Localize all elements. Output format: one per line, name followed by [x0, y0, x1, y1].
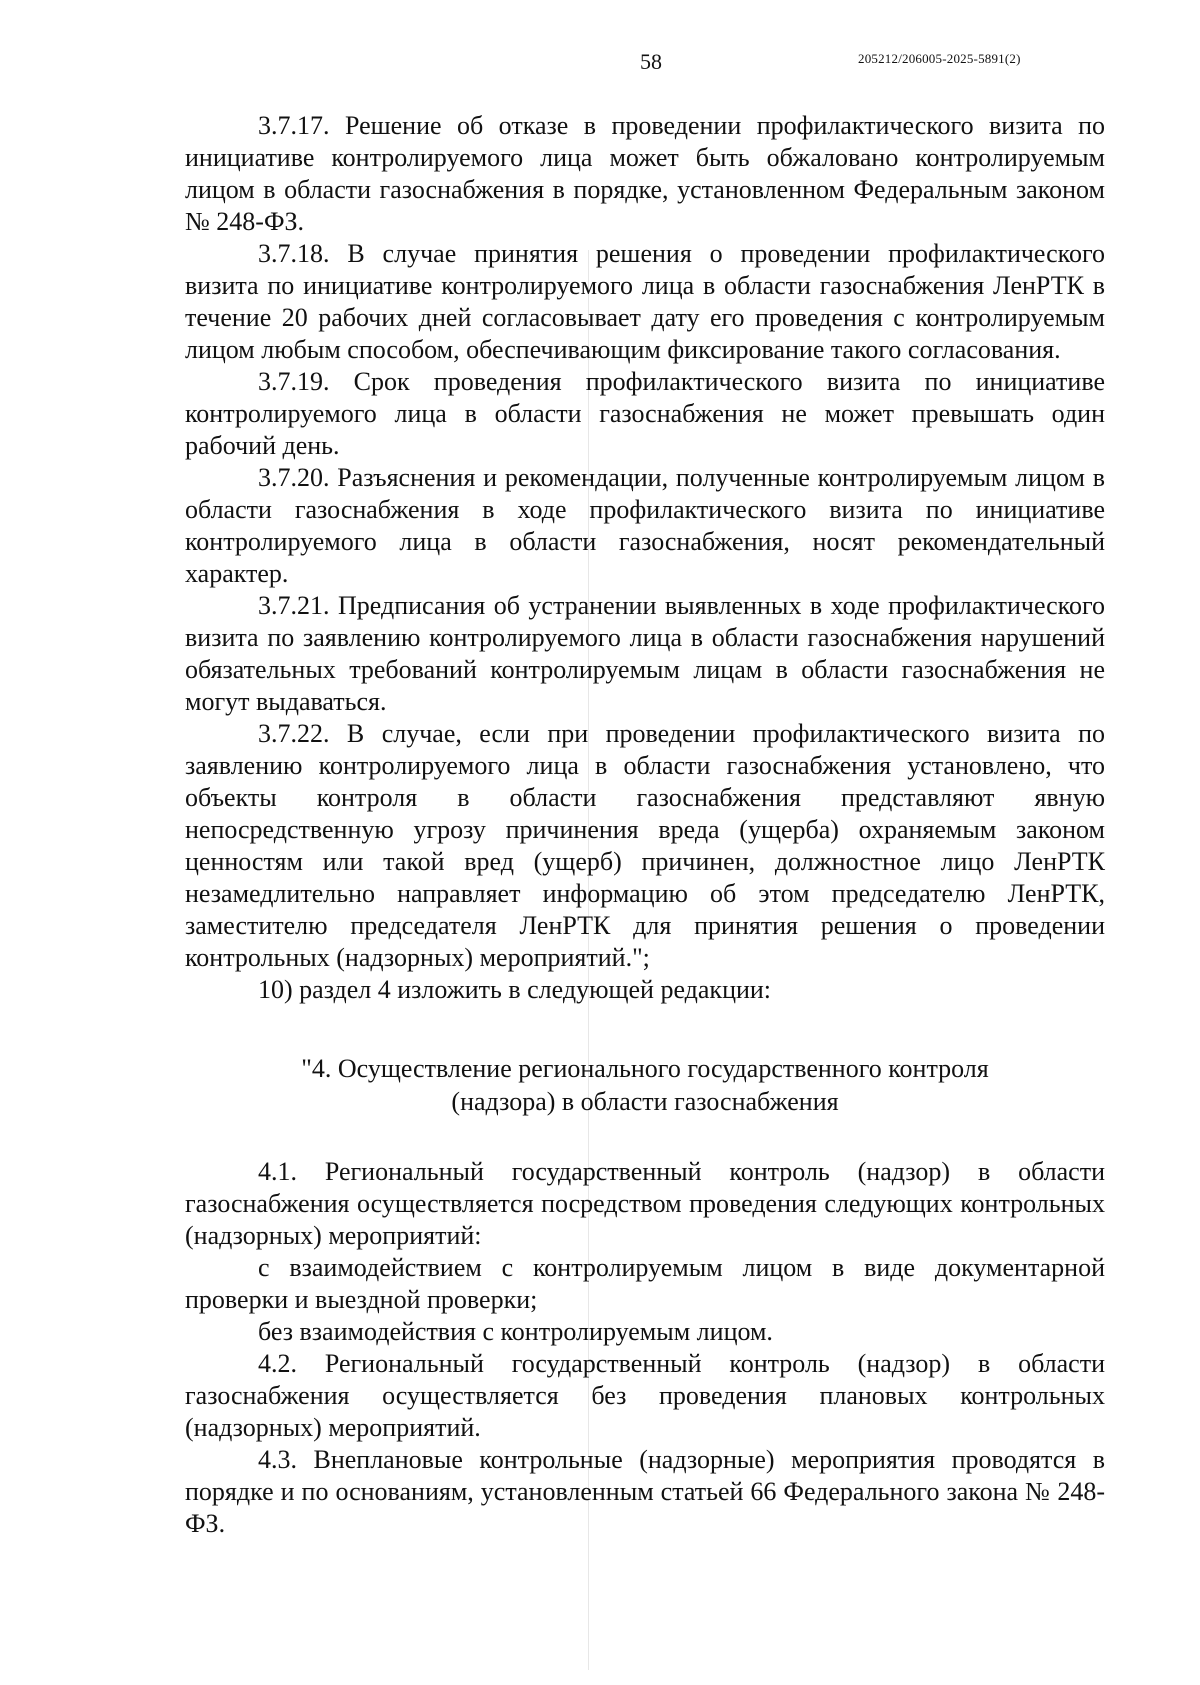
paragraph-4-3: 4.3. Внеплановые контрольные (надзорные) мероприятия проводятся в порядке и по основаниям, установленным статьей 66 Федерального закона № 248-ФЗ. — [185, 1445, 1105, 1538]
section-heading-line-1: "4. Осуществление регионального государственного контроля — [301, 1054, 989, 1083]
document-body — [185, 110, 1105, 1540]
section-heading — [185, 1052, 1105, 1118]
paragraph-3-7-21: 3.7.21. Предписания об устранении выявленных в ходе профилактического визита по заявлению контролируемого лица в области газоснабжения нарушений обязательных требований контролируемым лицам в области газоснабжения не могут выдаваться. — [185, 591, 1105, 716]
paragraph-4-1-without-interaction: без взаимодействия с контролируемым лицом. — [258, 1317, 773, 1346]
paragraph-3-7-19: 3.7.19. Срок проведения профилактического визита по инициативе контролируемого лица в области газоснабжения не может превышать один рабочий день. — [185, 367, 1105, 460]
page-number: 58 — [640, 49, 662, 74]
paragraph-4-2: 4.2. Региональный государственный контроль (надзор) в области газоснабжения осуществляется без проведения плановых контрольных (надзорных) мероприятий. — [185, 1349, 1105, 1442]
document-id: 205212/206005-2025-5891(2) — [858, 51, 1021, 66]
paragraph-item-10: 10) раздел 4 изложить в следующей редакции: — [258, 975, 772, 1004]
paragraph-3-7-17: 3.7.17. Решение об отказе в проведении профилактического визита по инициативе контролируемого лица может быть обжаловано контролируемым лицом в области газоснабжения в порядке, установленном Федеральным законом № 248-ФЗ. — [185, 111, 1105, 236]
paragraph-3-7-22: 3.7.22. В случае, если при проведении профилактического визита по заявлению контролируемого лица в области газоснабжения установлено, что объекты контроля в области газоснабжения представляют явную непосредственную угрозу причинения вреда (ущерба) охраняемым законом ценностям или такой вред (ущерб) причинен, должностное лицо ЛенРТК незамедлительно направляет информацию об этом председателю ЛенРТК, заместителю председателя ЛенРТК для принятия решения о проведении контрольных (надзорных) мероприятий."; — [185, 719, 1105, 972]
paragraph-4-1: 4.1. Региональный государственный контроль (надзор) в области газоснабжения осуществляется посредством проведения следующих контрольных (надзорных) мероприятий: — [185, 1157, 1105, 1250]
paragraph-4-1-with-interaction: с взаимодействием с контролируемым лицом в виде документарной проверки и выездной проверки; — [185, 1253, 1105, 1314]
section-heading-line-2: (надзора) в области газоснабжения — [451, 1087, 839, 1116]
paragraph-3-7-20: 3.7.20. Разъяснения и рекомендации, полученные контролируемым лицом в области газоснабжения в ходе профилактического визита по инициативе контролируемого лица в области газоснабжения, носят рекомендательный характер. — [185, 463, 1105, 588]
paragraph-3-7-18: 3.7.18. В случае принятия решения о проведении профилактического визита по инициативе контролируемого лица в области газоснабжения ЛенРТК в течение 20 рабочих дней согласовывает дату его проведения с контролируемым лицом любым способом, обеспечивающим фиксирование такого согласования. — [185, 239, 1105, 364]
